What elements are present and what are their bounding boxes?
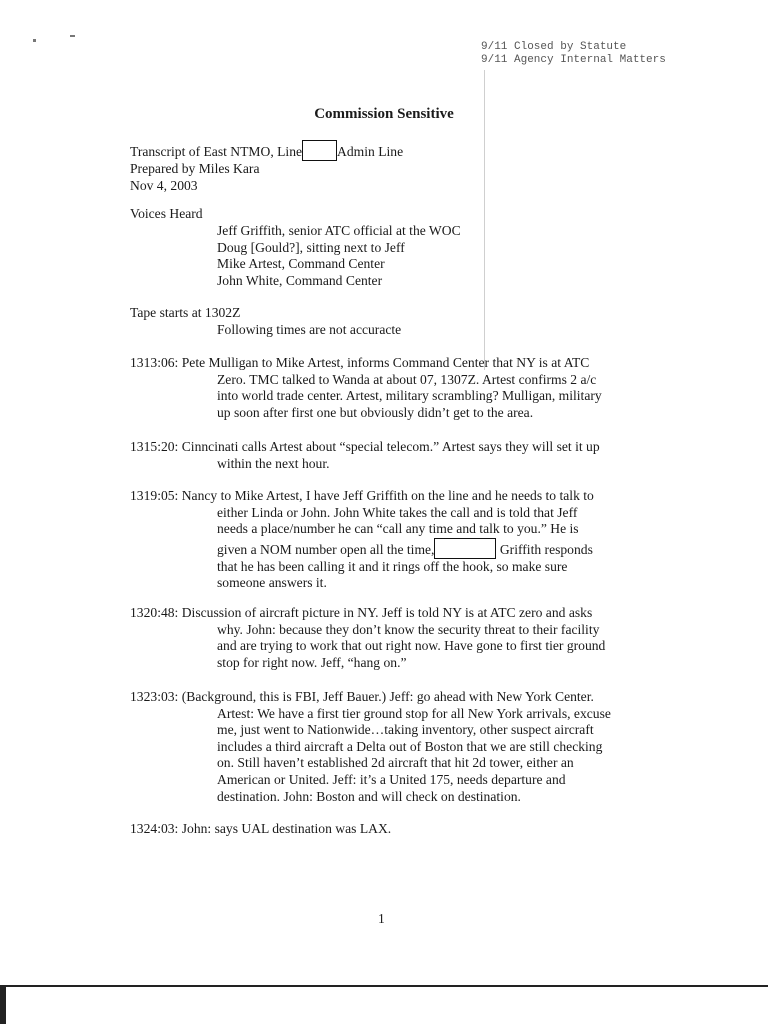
- voice-item: Mike Artest, Command Center: [217, 256, 385, 272]
- entry-line: destination. John: Boston and will check on destination.: [217, 788, 521, 804]
- transcript-entry: [130, 439, 600, 472]
- entry-nom-line: [130, 538, 594, 559]
- entry-first-line: 1323:03: (Background, this is FBI, Jeff Bauer.) Jeff: go ahead with New York Center.: [130, 689, 594, 704]
- nom-text-after: Griffith responds: [499, 541, 593, 557]
- nom-text-before: given a NOM number open all the time,: [217, 541, 435, 557]
- entry-first-line: 1315:20: Cinncinati calls Artest about “special telecom.” Artest says they will set it up: [130, 439, 600, 454]
- scan-mark-dot: [33, 39, 36, 42]
- tape-start: Tape starts at 1302Z: [130, 305, 241, 320]
- voice-item: Jeff Griffith, senior ATC official at the WOC: [217, 223, 461, 238]
- tape-note: Following times are not accuracte: [217, 322, 402, 337]
- classification-stamp: [481, 41, 666, 67]
- page-number: 1: [378, 911, 385, 926]
- transcript-entry: [130, 605, 605, 671]
- entry-line: and are trying to work that out right now. Have gone to first tier ground: [217, 638, 606, 654]
- entry-line: American or United. Jeff: it’s a United 175, needs departure and: [217, 771, 566, 787]
- transcript-entry: [130, 821, 391, 838]
- entry-line: that he has been calling it and it rings off the hook, so make sure: [217, 558, 568, 574]
- admin-line-label: Admin Line: [337, 144, 404, 159]
- transcript-entry: [130, 355, 602, 421]
- document-date: Nov 4, 2003: [130, 177, 198, 193]
- transcript-line: [130, 140, 403, 161]
- entry-line: someone answers it.: [217, 575, 327, 591]
- entry-first-line: 1319:05: Nancy to Mike Artest, I have Jeff Griffith on the line and he needs to talk to: [130, 488, 594, 503]
- entry-line: up soon after first one but obviously didn’t get to the area.: [217, 404, 534, 420]
- redaction-box: [434, 538, 496, 559]
- entry-line: on. Still haven’t established 2d aircraft that hit 2d tower, either an: [217, 755, 574, 771]
- entry-first-line: 1320:48: Discussion of aircraft picture in NY. Jeff is told NY is at ATC zero and asks: [130, 605, 593, 620]
- voice-item: Doug [Gould?], sitting next to Jeff: [217, 239, 405, 255]
- prepared-by: Prepared by Miles Kara: [130, 161, 260, 176]
- entry-line: needs a place/number he can “call any time and talk to you.” He is: [217, 521, 579, 537]
- entry-line: includes a third aircraft a Delta out of Boston that we are still checking: [217, 738, 603, 754]
- transcript-label: Transcript of East NTMO, Line: [130, 144, 303, 159]
- entry-first-line: 1313:06: Pete Mulligan to Mike Artest, informs Command Center that NY is at ATC: [130, 355, 590, 370]
- entry-line: within the next hour.: [217, 455, 330, 471]
- stamp-line-1: 9/11 Closed by Statute: [481, 41, 627, 53]
- entry-line: either Linda or John. John White takes the call and is told that Jeff: [217, 504, 578, 520]
- scan-mark-tick: [70, 35, 75, 37]
- voices-heading: Voices Heard: [130, 206, 203, 221]
- entry-line: why. John: because they don’t know the security threat to their facility: [217, 621, 600, 637]
- voices-list: [217, 223, 461, 289]
- scan-bottom-edge-left: [0, 985, 6, 1024]
- redaction-box: [302, 140, 337, 161]
- entry-line: into world trade center. Artest, military scrambling? Mulligan, military: [217, 388, 602, 404]
- entry-line: stop for right now. Jeff, “hang on.”: [217, 654, 407, 670]
- entry-first-line: 1324:03: John: says UAL destination was LAX.: [130, 821, 392, 836]
- voice-item: John White, Command Center: [217, 272, 383, 288]
- stamp-line-2: 9/11 Agency Internal Matters: [481, 54, 666, 66]
- scan-bottom-edge: [0, 985, 768, 987]
- transcript-entry: [130, 689, 611, 805]
- transcript-entry: [130, 488, 594, 592]
- entry-line: Zero. TMC talked to Wanda at about 07, 1307Z. Artest confirms 2 a/c: [217, 371, 597, 387]
- document-title: Commission Sensitive: [314, 106, 454, 122]
- entry-line: me, just went to Nationwide…taking inventory, other suspect aircraft: [217, 722, 594, 738]
- header-block: [130, 140, 403, 194]
- entry-line: Artest: We have a first tier ground stop for all New York arrivals, excuse: [217, 705, 611, 721]
